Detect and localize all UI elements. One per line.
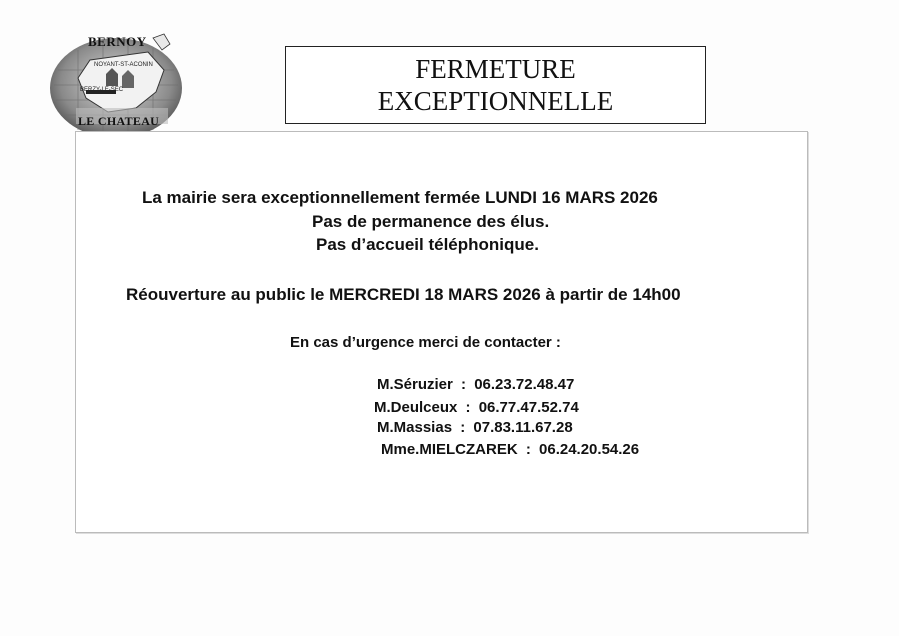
logo-mid-label: NOYANT-ST-ACONIN <box>94 62 153 68</box>
no-phone-text: Pas d’accueil téléphonique. <box>316 235 539 254</box>
contact-row <box>381 441 639 458</box>
contact-separator: : <box>465 399 471 416</box>
logo-mid-label-2: BERZY-LE-SEC <box>80 87 124 93</box>
contact-name: M.Deulceux <box>374 399 458 416</box>
contact-phone: 06.23.72.48.47 <box>474 376 575 393</box>
contact-phone: 07.83.11.67.28 <box>473 419 573 436</box>
contact-name: M.Séruzier <box>377 376 453 393</box>
notice-box <box>75 131 808 533</box>
no-councillor-text: Pas de permanence des élus. <box>312 212 550 231</box>
contact-separator: : <box>460 419 466 436</box>
reopening-text: Réouverture au public le MERCREDI 18 MARS 2026 à partir de 14h00 <box>126 285 681 304</box>
title-box <box>285 46 706 124</box>
contact-separator: : <box>461 376 467 393</box>
emergency-heading: En cas d’urgence merci de contacter : <box>290 334 561 351</box>
contact-phone: 06.77.47.52.74 <box>478 399 579 416</box>
closure-date-text: La mairie sera exceptionnellement fermée LUNDI 16 MARS 2026 <box>142 188 658 207</box>
title-line-1: FERMETURE <box>415 54 576 84</box>
logo-bottom-label: LE CHATEAU <box>78 114 160 128</box>
municipality-logo <box>48 30 188 142</box>
contact-row <box>374 399 579 416</box>
contact-row <box>377 376 574 393</box>
contact-row <box>377 419 573 436</box>
title-line-2: EXCEPTIONNELLE <box>377 86 614 116</box>
contact-name: Mme.MIELCZAREK <box>381 441 518 458</box>
logo-top-label: BERNOY <box>88 34 147 49</box>
contact-name: M.Massias <box>377 419 453 436</box>
contact-separator: : <box>525 441 531 458</box>
contact-phone: 06.24.20.54.26 <box>539 441 640 458</box>
